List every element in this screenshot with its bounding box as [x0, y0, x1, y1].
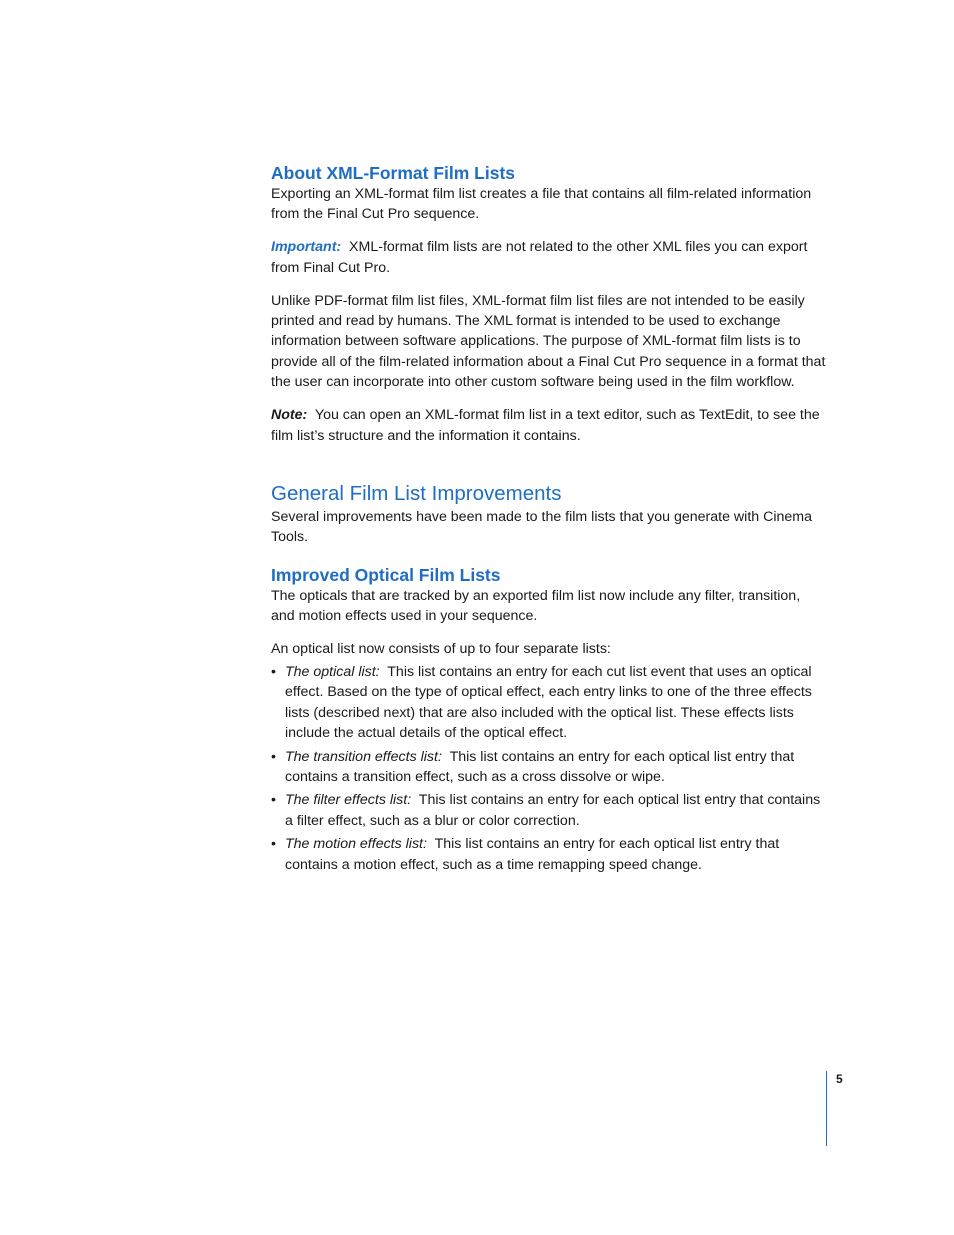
list-item-text: This list contains an entry for each optical list entry that contains a transition effect, such as a cross dissolve or wipe. [285, 748, 795, 786]
paragraph-general-intro: Several improvements have been made to the film lists that you generate with Cinema Tools. [271, 508, 812, 546]
important-text: XML-format film lists are not related to the other XML files you can export from Final Cut Pro. [271, 239, 808, 276]
list-item [271, 747, 827, 788]
paragraph-xml-intro: Exporting an XML-format film list creates a file that contains all film-related information from the Final Cut Pro sequence. [271, 186, 812, 223]
list-item-term: The transition effects list: [285, 748, 442, 765]
note-label: Note: [271, 407, 308, 424]
optical-lists-bullets [271, 662, 827, 875]
list-item-text: This list contains an entry for each cut list event that uses an optical effect. Based on the type of optical effect, each entry links to one of the three effects lists (described next) that are also included with the optical list. These effects lists include the actual details of the optical effect. [285, 664, 812, 742]
page-number: 5 [836, 1072, 843, 1086]
list-item [271, 662, 827, 744]
list-item-text: This list contains an entry for each optical list entry that contains a filter effect, such as a blur or color correction. [285, 792, 821, 829]
paragraph-optical-intro: The opticals that are tracked by an exported film list now include any filter, transition, and motion effects used in your sequence. [271, 587, 801, 625]
note-text: You can open an XML-format film list in a text editor, such as TextEdit, to see the film list’s structure and the information it contains. [271, 407, 820, 444]
paragraph-optical-lists-count: An optical list now consists of up to four separate lists: [271, 641, 611, 658]
list-item-term: The motion effects list: [285, 836, 427, 853]
list-item-term: The optical list: [285, 664, 380, 680]
bullet-icon: • [271, 792, 276, 809]
section-heading-optical-lists: Improved Optical Film Lists [271, 564, 501, 585]
paragraph-xml-purpose: Unlike PDF-format film list files, XML-format film list files are not intended to be easily printed and read by humans. The XML format is intended to be used to exchange information between software applications. The purpose of XML-format film lists is to provide all of the film-related information about a Final Cut Pro sequence in a format that the user can incorporate into other custom software being used in the film workflow. [271, 292, 826, 391]
bullet-icon: • [271, 836, 276, 853]
list-item [271, 790, 827, 831]
bullet-icon: • [271, 748, 276, 765]
list-item-term: The filter effects list: [285, 792, 412, 809]
section-heading-xml-format: About XML-Format Film Lists [271, 163, 516, 183]
important-label: Important: [271, 239, 342, 256]
section-heading-general-improvements: General Film List Improvements [271, 481, 562, 505]
note-paragraph [271, 405, 827, 446]
bullet-icon: • [271, 664, 276, 680]
page-content [271, 162, 827, 875]
page-number-rule [826, 1071, 827, 1146]
list-item-text: This list contains an entry for each optical list entry that contains a motion effect, such as a time remapping speed change. [285, 836, 780, 873]
important-paragraph [271, 237, 827, 278]
list-item [271, 834, 827, 875]
